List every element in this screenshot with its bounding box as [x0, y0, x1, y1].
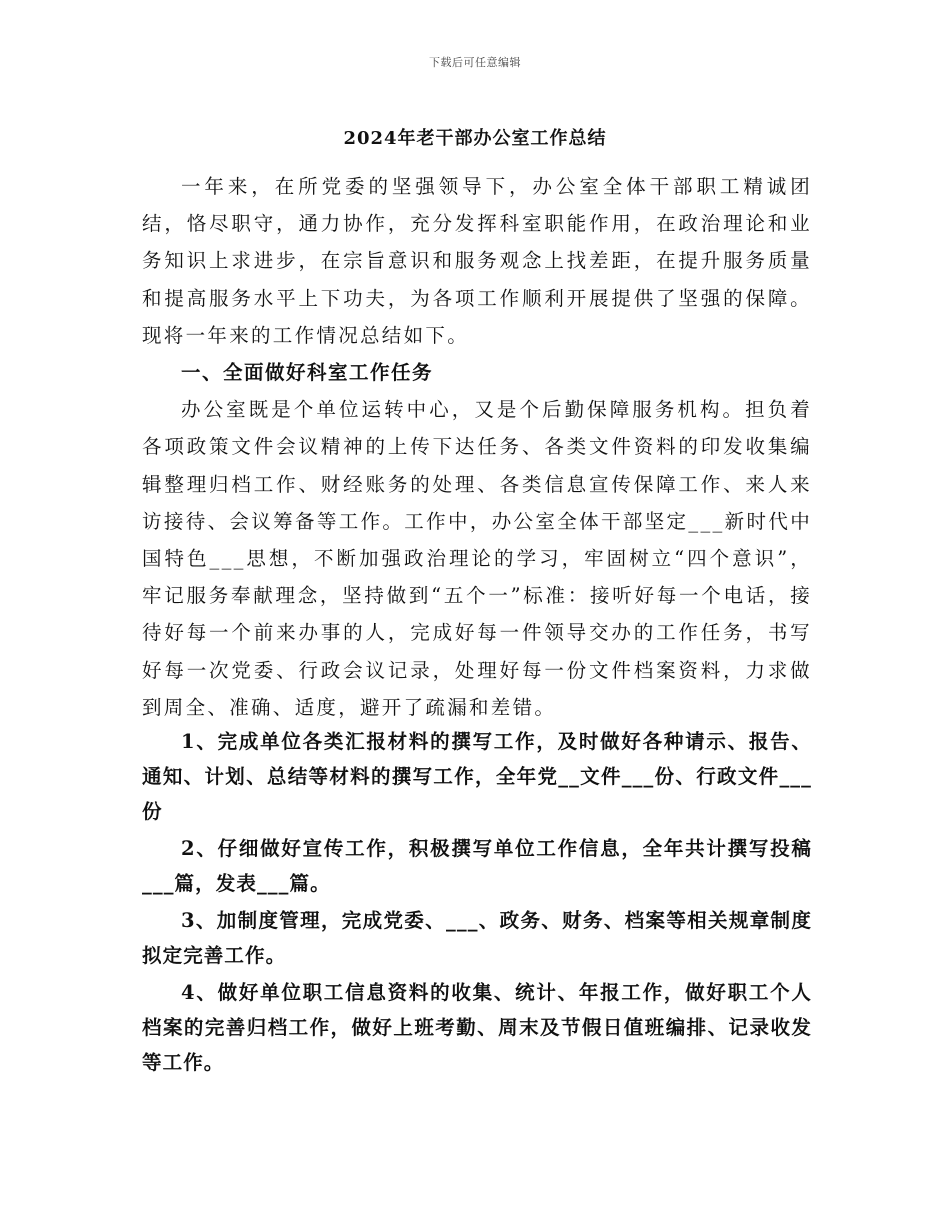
task-item-2: 2、仔细做好宣传工作，积极撰写单位工作信息，全年共计撰写投稿___篇，发表___篇。 [142, 837, 812, 895]
document-title: 2024年老干部办公室工作总结 [343, 128, 607, 149]
task-item-1: 1、完成单位各类汇报材料的撰写工作，及时做好各种请示、报告、通知、计划、总结等材料的撰写工作，全年党__文件___份、行政文件___份 [142, 730, 812, 823]
task-item-4: 4、做好单位职工信息资料的收集、统计、年报工作，做好职工个人档案的完善归档工作，做好上班考勤、周末及节假日值班编排、记录收发等工作。 [142, 981, 812, 1074]
document-body [142, 168, 812, 726]
task-item-3: 3、加制度管理，完成党委、___、政务、财务、档案等相关规章制度拟定完善工作。 [142, 909, 812, 967]
section-1-paragraph: 办公室既是个单位运转中心，又是个后勤保障服务机构。担负着各项政策文件会议精神的上传下达任务、各类文件资料的印发收集编辑整理归档工作、财经账务的处理、各类信息宣传保障工作、来人来访接待、会议筹备等工作。工作中，办公室全体干部坚定___新时代中国特色___思想，不断加强政治理论的学习，牢固树立“四个意识”，牢记服务奉献理念，坚持做到“五个一”标准：接听好每一个电话，接待好每一个前来办事的人，完成好每一件领导交办的工作任务，书写好每一次党委、行政会议记录，处理好每一份文件档案资料，力求做到周全、准确、适度，避开了疏漏和差错。 [142, 398, 812, 719]
section-heading-1: 一、全面做好科室工作任务 [181, 361, 434, 385]
header-note: 下载后可任意编辑 [429, 56, 521, 69]
task-item-list [142, 724, 812, 1082]
intro-paragraph: 一年来，在所党委的坚强领导下，办公室全体干部职工精诚团结，恪尽职守，通力协作，充分发挥科室职能作用，在政治理论和业务知识上求进步，在宗旨意识和服务观念上找差距，在提升服务质量和提高服务水平上下功夫，为各项工作顺利开展提供了坚强的保障。现将一年来的工作情况总结如下。 [142, 175, 812, 347]
